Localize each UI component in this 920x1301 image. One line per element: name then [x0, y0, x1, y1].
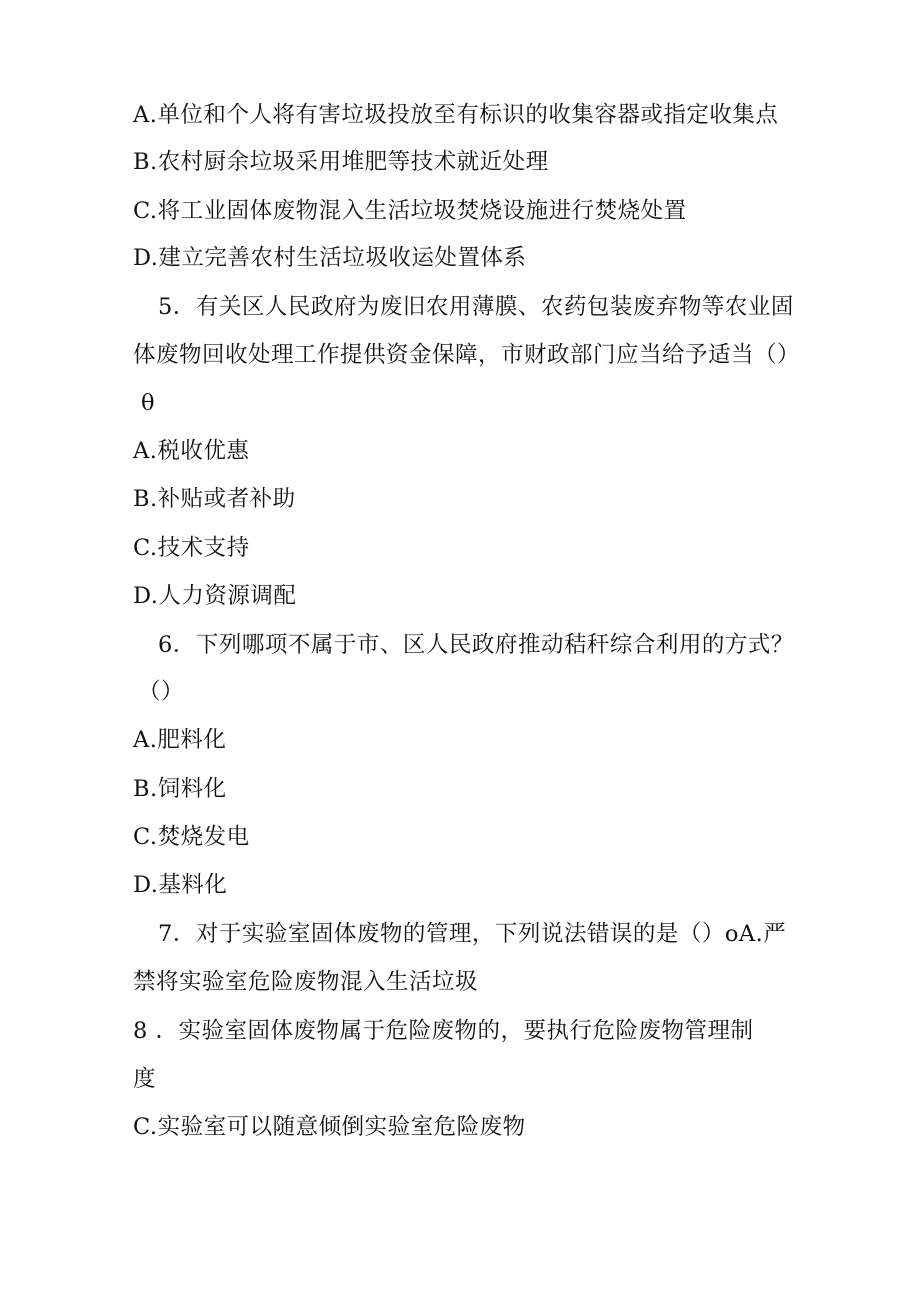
q6-option-c: C.焚烧发电: [133, 824, 250, 850]
q6-option-b: B.饲料化: [133, 776, 227, 802]
q5-text-line-1: 5．有关区人民政府为废旧农用薄膜、农药包装废弃物等农业固: [158, 294, 794, 320]
q8-text-line-1: 8 ．实验室固体废物属于危险废物的，要执行危险废物管理制: [133, 1018, 754, 1044]
q8-option-c: C.实验室可以随意倾倒实验室危险废物: [133, 1114, 526, 1140]
q7-text-line-1: 7．对于实验室固体废物的管理，下列说法错误的是（）oA.严: [158, 921, 787, 947]
q5-option-b: B.补贴或者补助: [133, 486, 296, 512]
q5-option-a: A.税收优惠: [133, 438, 250, 464]
q6-text-line-1: 6．下列哪项不属于市、区人民政府推动秸秆综合利用的方式？: [158, 632, 794, 658]
q6-option-d: D.基料化: [133, 872, 228, 898]
q6-option-a: A.肥料化: [133, 727, 227, 753]
q4-option-c: C.将工业固体废物混入生活垃圾焚烧设施进行焚烧处置: [133, 198, 687, 224]
q5-option-c: C.技术支持: [133, 535, 250, 561]
q8-text-line-2: 度: [133, 1066, 157, 1092]
q6-text-line-2: （）: [138, 679, 185, 705]
q4-option-a: A.单位和个人将有害垃圾投放至有标识的收集容器或指定收集点: [133, 102, 779, 128]
q5-text-line-2: 体废物回收处理工作提供资金保障，市财政部门应当给予适当（）: [133, 342, 801, 368]
q4-option-d: D.建立完善农村生活垃圾收运处置体系: [133, 245, 527, 271]
q5-option-d: D.人力资源调配: [133, 583, 297, 609]
q5-text-line-3: θ: [141, 390, 156, 416]
q4-option-b: B.农村厨余垃圾采用堆肥等技术就近处理: [133, 149, 549, 175]
q7-text-line-2: 禁将实验室危险废物混入生活垃圾: [133, 969, 479, 995]
